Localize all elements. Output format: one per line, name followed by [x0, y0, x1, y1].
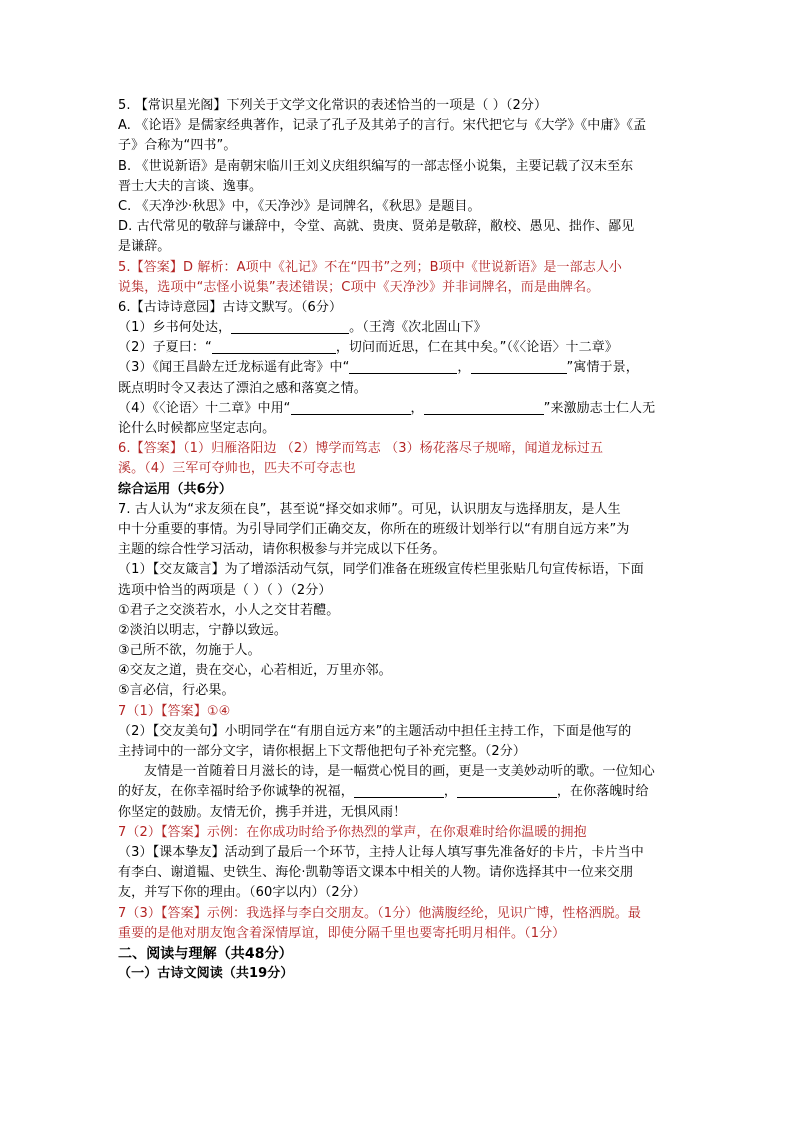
q7-option-1: ①君子之交淡若水，小人之交甘若醴。: [118, 602, 340, 618]
q5-option-d-line1: D. 古代常见的敬辞与谦辞中，令堂、高就、贵庚、贤弟是敬辞，敝校、愚见、拙作、鄙见: [118, 219, 635, 235]
fill-blank: [424, 400, 544, 415]
q6-sub2: （2）子夏曰：“ ，切问而近思，仁在其中矣。”（《〈论语〉十二章》: [118, 340, 618, 356]
fill-blank: [349, 359, 457, 374]
q5-option-c: C. 《天净沙·秋思》中，《天净沙》是词牌名，《秋思》是题目。: [118, 198, 481, 214]
q7-part3-answer-line1: 7（3）【答案】示例：我选择与李白交朋友。（1分）他满腹经纶，见识广博，性格洒脱。最: [118, 905, 642, 921]
q7-part3-line3: 友，并写下你的理由。（60字以内）（2分）: [118, 885, 366, 901]
q7-part2-line1: （2）【交友美句】小明同学在“有朋自远方来”的主题活动中担任主持工作，下面是他写的: [118, 723, 632, 739]
q5-option-a-line2: 子》合称为“四书”。: [118, 138, 237, 154]
q7-part1-line2: 选项中恰当的两项是（ ）（ ）（2分）: [118, 582, 332, 598]
q7-part1-line1: （1）【交友箴言】为了增添活动气氛，同学们准备在班级宣传栏里张贴几句宣传标语，下面: [118, 562, 644, 578]
q7-option-2: ②淡泊以明志，宁静以致远。: [118, 622, 287, 638]
q5-option-a-line1: A. 《论语》是儒家经典著作，记录了孔子及其弟子的言行。宋代把它与《大学》《中庸》《孟: [118, 118, 647, 134]
q5-option-d-line2: 是谦辞。: [118, 239, 171, 255]
q7-part1-answer: 7（1）【答案】①④: [118, 703, 231, 719]
q5-option-b-line2: 晋士大夫的言谈、逸事。: [118, 178, 263, 194]
section-heading-comprehensive: 综合运用（共6分）: [118, 481, 232, 497]
q5-answer-line1: 5.【答案】D 解析：A项中《礼记》不在“四书”之列；B项中《世说新语》是一部志人小: [118, 259, 623, 275]
section-heading-reading: 二、阅读与理解（共48分）: [118, 945, 293, 962]
q6-sub3: （3）《闻王昌龄左迁龙标遥有此寄》中“ ， ”寓情于景，: [118, 360, 639, 376]
fill-blank: [457, 783, 557, 798]
fill-blank: [212, 339, 336, 354]
q7-part2-passage-line2: 的好友，在你幸福时给予你诚挚的祝福， ， ，在你落魄时给: [118, 784, 649, 800]
q7-part2-answer: 7（2）【答案】示例：在你成功时给予你热烈的掌声，在你艰难时给你温暖的拥抱: [118, 824, 587, 840]
fill-blank: [231, 319, 349, 334]
q7-intro-line2: 中十分重要的事情。为引导同学们正确交友，你所在的班级计划举行以“有朋自远方来”为: [118, 521, 630, 537]
q7-part3-answer-line2: 重要的是他对朋友饱含着深情厚谊，即使分隔千里也要寄托明月相伴。（1分）: [118, 925, 566, 941]
fill-blank: [354, 783, 444, 798]
q5-answer-line2: 说集，选项中“志怪小说集”表述错误；C项中《天净沙》并非词牌名，而是曲牌名。: [118, 279, 600, 295]
fill-blank: [291, 400, 411, 415]
q7-part2-passage-line3: 你坚定的鼓励。友情无价，携手并进，无惧风雨！: [118, 804, 407, 820]
q6-answer-line2: 溪。（4）三军可夺帅也，匹夫不可夺志也: [118, 461, 356, 477]
q7-intro-line1: 7. 古人认为“求友须在良”，甚至说“择交如求师”。可见，认识朋友与选择朋友，是人生: [118, 501, 621, 517]
q5-option-b-line1: B. 《世说新语》是南朝宋临川王刘义庆组织编写的一部志怪小说集，主要记载了汉末至东: [118, 158, 634, 174]
q7-part2-line2: 主持词中的一部分文字，请你根据上下文帮他把句子补充完整。（2分）: [118, 744, 526, 759]
q7-part3-line2: 有李白、谢道韫、史铁生、海伦·凯勒等语文课本中相关的人物。请你选择其中一位来交朋: [118, 865, 634, 881]
q6-answer-line1: 6.【答案】（1）归雁洛阳边 （2）博学而笃志 （3）杨花落尽子规啼，闻道龙标过五: [118, 441, 604, 457]
section-subheading-classical-reading: （一）古诗文阅读（共19分）: [118, 966, 294, 982]
q5-stem: 5. 【常识星光阁】下列关于文学文化常识的表述恰当的一项是（ ）（2分）: [118, 98, 548, 113]
q6-sub4: （4）《〈论语〉十二章》中用“ ， ”来激励志士仁人无: [118, 400, 656, 416]
q6-sub4-line2: 论什么时候都应坚定志向。: [118, 421, 276, 436]
q6-stem: 6.【古诗诗意园】古诗文默写。（6分）: [118, 299, 343, 315]
q7-part3-line1: （3）【课本挚友】活动到了最后一个环节，主持人让每人填写事先准备好的卡片，卡片当中: [118, 844, 644, 860]
q7-option-4: ④交友之道，贵在交心，心若相近，万里亦邻。: [118, 663, 392, 679]
q7-intro-line3: 主题的综合性学习活动，请你积极参与并完成以下任务。: [118, 542, 446, 558]
q6-sub3-line2: 既点明时令又表达了漂泊之感和落寞之情。: [118, 380, 367, 396]
exam-content: [118, 96, 678, 984]
q7-option-5: ⑤言必信，行必果。: [118, 683, 235, 699]
q7-option-3: ③己所不欲，勿施于人。: [118, 643, 261, 659]
q6-sub1: （1）乡书何处达， 。（王湾《次北固山下》: [118, 320, 487, 336]
q7-part2-passage-line1: 友情是一首随着日月滋长的诗，是一幅赏心悦目的画，更是一支美妙动听的歌。一位知心: [144, 764, 655, 780]
fill-blank: [471, 359, 567, 374]
